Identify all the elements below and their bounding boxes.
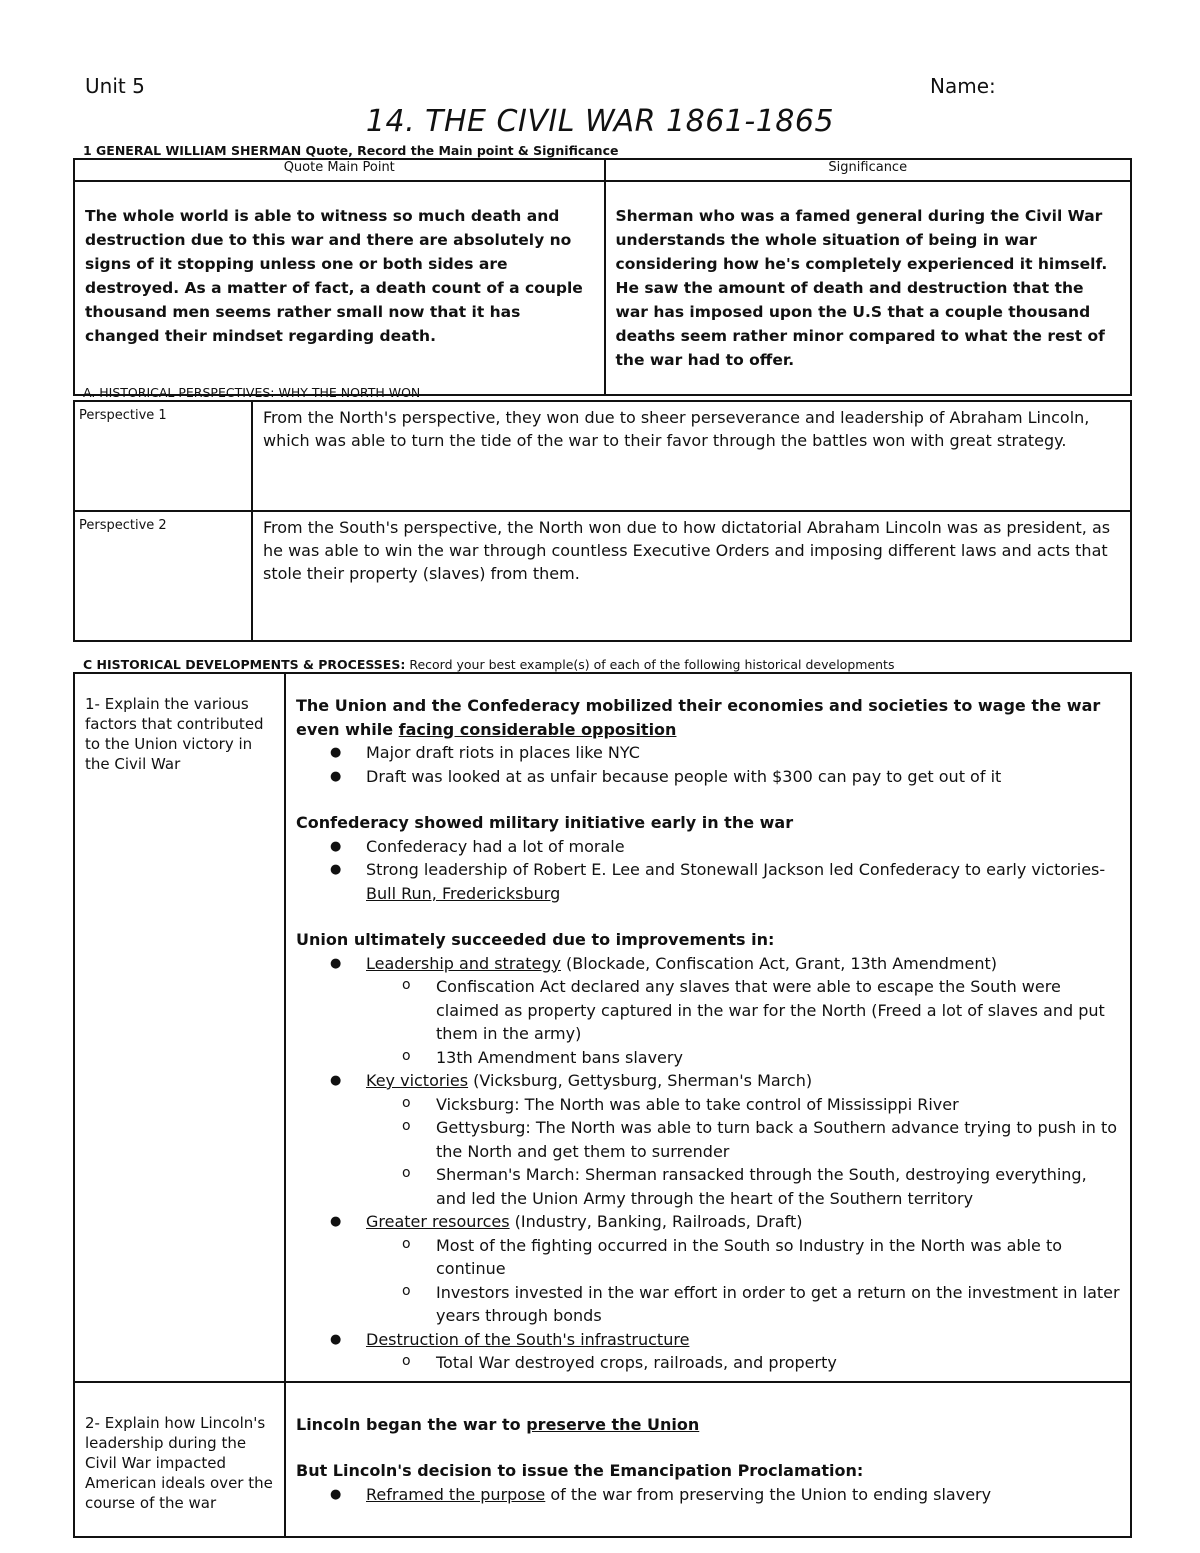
significance-cell: Sherman who was a famed general during the Civil War understands the whole situation of being in war considering how he's completely experienced it himself. He saw the amount of death and destruction that the war has imposed upon the U.S that a couple thousand deaths seem rather minor compared to what the rest of the war had to offer. [605, 181, 1132, 395]
developments-table [73, 672, 1132, 1538]
q2-point-2: But Lincoln's decision to issue the Emancipation Proclamation: [296, 1461, 864, 1480]
sub-list-item: o 13th Amendment bans slavery [366, 1046, 1120, 1070]
perspective-label: Perspective 1 [74, 401, 252, 511]
perspectives-table [73, 400, 1132, 642]
unit-label: Unit 5 [85, 74, 145, 98]
list-item: ● Confederacy had a lot of morale [296, 835, 1120, 859]
list-item: ● Strong leadership of Robert E. Lee and Stonewall Jackson led Confederacy to early victories- Bull Run, Fredericksburg [296, 858, 1120, 905]
q1-point-1: The Union and the Confederacy mobilized their economies and societies to wage the war even while facing considerable opposition [296, 696, 1101, 739]
section-c-heading-bold: C HISTORICAL DEVELOPMENTS & PROCESSES: [83, 657, 406, 672]
table-row [74, 673, 1131, 1382]
q2-point-1: Lincoln began the war to preserve the Union [296, 1414, 700, 1434]
question-1-label: 1- Explain the various factors that contributed to the Union victory in the Civil War [74, 673, 285, 1382]
q1-point-2: Confederacy showed military initiative early in the war [296, 813, 794, 832]
question-2-label: 2- Explain how Lincoln's leadership during the Civil War impacted American ideals over the course of the war [74, 1382, 285, 1537]
table-row [74, 1382, 1131, 1537]
section-c-heading-rest: Record your best example(s) of each of the following historical developments [405, 657, 895, 672]
column-header-significance: Significance [605, 159, 1132, 181]
sub-list-item: o Confiscation Act declared any slaves that were able to escape the South were claimed as property captured in the war for the North (Freed a lot of slaves and put them in the army) [366, 975, 1120, 1046]
list-item: ● Leadership and strategy (Blockade, Confiscation Act, Grant, 13th Amendment) o Confiscation Act declared any slaves that were able to escape the South were claimed as property captured in the war for the North (Freed a lot of slaves and put them in the army) o 13th Amendment bans slavery [296, 952, 1120, 1070]
list-item: ● Reframed the purpose of the war from preserving the Union to ending slavery [296, 1483, 1120, 1507]
list-item: ● Greater resources (Industry, Banking, Railroads, Draft) o Most of the fighting occurred in the South so Industry in the North was able to continue o Investors invested in the war effort in order to get a return on the investment in later years through bonds [296, 1210, 1120, 1328]
page-title: 14. THE CIVIL WAR 1861-1865 [365, 104, 835, 139]
sub-list-item: o Vicksburg: The North was able to take control of Mississippi River [366, 1093, 1120, 1117]
section-1-heading: 1 GENERAL WILLIAM SHERMAN Quote, Record the Main point & Significance [83, 143, 619, 158]
table-row [74, 401, 1131, 511]
table-row [74, 511, 1131, 641]
column-header-main-point: Quote Main Point [74, 159, 605, 181]
q1-point-3-bullets [296, 952, 1120, 1375]
sub-list-item: o Sherman's March: Sherman ransacked through the South, destroying everything, and led the Union Army through the heart of the Southern territory [366, 1163, 1120, 1210]
section-a-heading: A. HISTORICAL PERSPECTIVES: WHY THE NORTH WON [83, 385, 421, 400]
perspective-text: From the South's perspective, the North won due to how dictatorial Abraham Lincoln was as president, as he was able to win the war through countless Executive Orders and imposing different laws and acts that stole their property (slaves) from them. [252, 511, 1131, 641]
sub-list-item: o Investors invested in the war effort in order to get a return on the investment in later years through bonds [366, 1281, 1120, 1328]
perspective-text: From the North's perspective, they won due to sheer perseverance and leadership of Abraham Lincoln, which was able to turn the tide of the war to their favor through the battles won with great strategy. [252, 401, 1131, 511]
sub-list-item: o Gettysburg: The North was able to turn back a Southern advance trying to push in to the North and get them to surrender [366, 1116, 1120, 1163]
q1-point-1-bullets [296, 741, 1120, 788]
perspective-label: Perspective 2 [74, 511, 252, 641]
question-1-answer [285, 673, 1131, 1382]
list-item: ● Draft was looked at as unfair because people with $300 can pay to get out of it [296, 765, 1120, 789]
list-item: ● Key victories (Vicksburg, Gettysburg, Sherman's March) o Vicksburg: The North was able to take control of Mississippi River o Gettysburg: The North was able to turn back a Southern advance trying to push in to the North and get them to surrender o Sherman's March: Sherman ransacked through the South, destroying everything, and led the Union Army through the heart of the Southern territory [296, 1069, 1120, 1210]
sherman-quote-table [73, 158, 1132, 396]
main-point-cell: The whole world is able to witness so much death and destruction due to this war and there are absolutely no signs of it stopping unless one or both sides are destroyed. As a matter of fact, a death count of a couple thousand men seems rather small now that it has changed their mindset regarding death. [74, 181, 605, 395]
name-label: Name: [930, 74, 996, 98]
q2-bullets [296, 1483, 1120, 1507]
section-c-heading [83, 657, 894, 672]
list-item: ● Destruction of the South's infrastructure o Total War destroyed crops, railroads, and property [296, 1328, 1120, 1375]
q1-point-3: Union ultimately succeeded due to improvements in: [296, 930, 775, 949]
sub-list-item: o Most of the fighting occurred in the South so Industry in the North was able to continue [366, 1234, 1120, 1281]
question-2-answer [285, 1382, 1131, 1537]
sub-list-item: o Total War destroyed crops, railroads, and property [366, 1351, 1120, 1375]
q1-point-2-bullets [296, 835, 1120, 906]
list-item: ● Major draft riots in places like NYC [296, 741, 1120, 765]
